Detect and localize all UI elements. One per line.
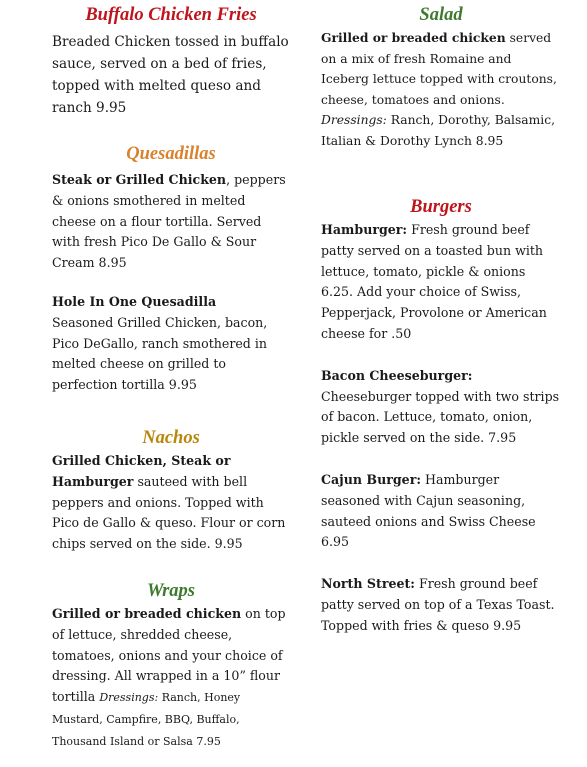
item-name: Grilled Chicken, Steak or Hamburger bbox=[52, 453, 231, 489]
item-name: Hamburger: bbox=[321, 222, 408, 237]
burgers-section bbox=[321, 196, 561, 637]
item-description: , peppers & onions smothered in melted cheese on a flour tortilla. Served with fresh Pico De Gallo & Sour Cream 8.95 bbox=[52, 172, 286, 271]
wraps-description bbox=[52, 604, 290, 753]
item-description: Hamburger seasoned with Cajun seasoning, sauteed onions and Swiss Cheese 6.95 bbox=[321, 471, 536, 550]
item-description: sauteed with bell peppers and onions. Topped with Pico de Gallo & queso. Flour or corn chips served on the side. 9.95 bbox=[52, 473, 286, 552]
salad-section bbox=[321, 4, 561, 152]
burgers-heading: Burgers bbox=[410, 197, 472, 217]
item-description: Seasoned Grilled Chicken, bacon, Pico DeGallo, ranch smothered in melted cheese on grilled to perfection tortilla 9.95 bbox=[52, 314, 268, 393]
dressings-label: Dressings: bbox=[99, 691, 159, 705]
buffalo-section bbox=[52, 4, 290, 119]
burger-item-hamburger bbox=[321, 220, 561, 345]
salad-heading: Salad bbox=[419, 5, 463, 25]
item-name: Grilled or breaded chicken bbox=[52, 606, 242, 621]
quesadillas-heading: Quesadillas bbox=[126, 144, 216, 164]
quesadillas-section bbox=[52, 143, 290, 396]
item-description: served on a mix of fresh Romaine and Iceberg lettuce topped with croutons, cheese, tomatoes and onions. bbox=[321, 31, 557, 107]
buffalo-description: Breaded Chicken tossed in buffalo sauce, served on a bed of fries, topped with melted queso and ranch 9.95 bbox=[52, 34, 289, 116]
item-name: Bacon Cheeseburger: bbox=[321, 367, 473, 383]
item-description: Cheeseburger topped with two strips of bacon. Lettuce, tomato, onion, pickle served on the side. 7.95 bbox=[321, 388, 560, 446]
item-description: on top of lettuce, shredded cheese, tomatoes, onions and your choice of dressing. All wrapped in a 10” flour tortilla bbox=[52, 606, 286, 705]
wraps-section bbox=[52, 580, 290, 753]
dressings-list: Ranch, Honey Mustard, Campfire, BBQ, Buffalo, Thousand Island or Salsa 7.95 bbox=[52, 691, 241, 748]
nachos-section bbox=[52, 427, 290, 555]
nachos-description bbox=[52, 451, 290, 555]
item-name: North Street: bbox=[321, 576, 415, 592]
burger-item-cajun bbox=[321, 470, 561, 553]
dressings-label: Dressings: bbox=[321, 113, 387, 128]
item-description: Fresh ground beef patty served on top of a Texas Toast. Topped with fries & queso 9.95 bbox=[321, 576, 555, 633]
item-name: Grilled or breaded chicken bbox=[321, 30, 506, 45]
item-name: Steak or Grilled Chicken bbox=[52, 172, 227, 187]
salad-description bbox=[321, 28, 561, 152]
quesadilla-item-hole-in-one bbox=[52, 292, 290, 396]
quesadilla-item-steak bbox=[52, 170, 290, 274]
item-name: Cajun Burger: bbox=[321, 471, 421, 487]
item-description: Fresh ground beef patty served on a toasted bun with lettuce, tomato, pickle & onions 6.25. Add your choice of Swiss, Pepperjack, Provolone or American cheese for .50 bbox=[321, 222, 547, 341]
dressings-list: Ranch, Dorothy, Balsamic, Italian & Dorothy Lynch 8.95 bbox=[321, 113, 556, 148]
buffalo-heading: Buffalo Chicken Fries bbox=[85, 5, 257, 25]
wraps-heading: Wraps bbox=[147, 581, 195, 601]
nachos-heading: Nachos bbox=[142, 428, 200, 448]
item-name: Hole In One Quesadilla bbox=[52, 293, 217, 309]
burger-item-bacon-cheeseburger bbox=[321, 366, 561, 449]
burger-item-north-street bbox=[321, 574, 561, 636]
